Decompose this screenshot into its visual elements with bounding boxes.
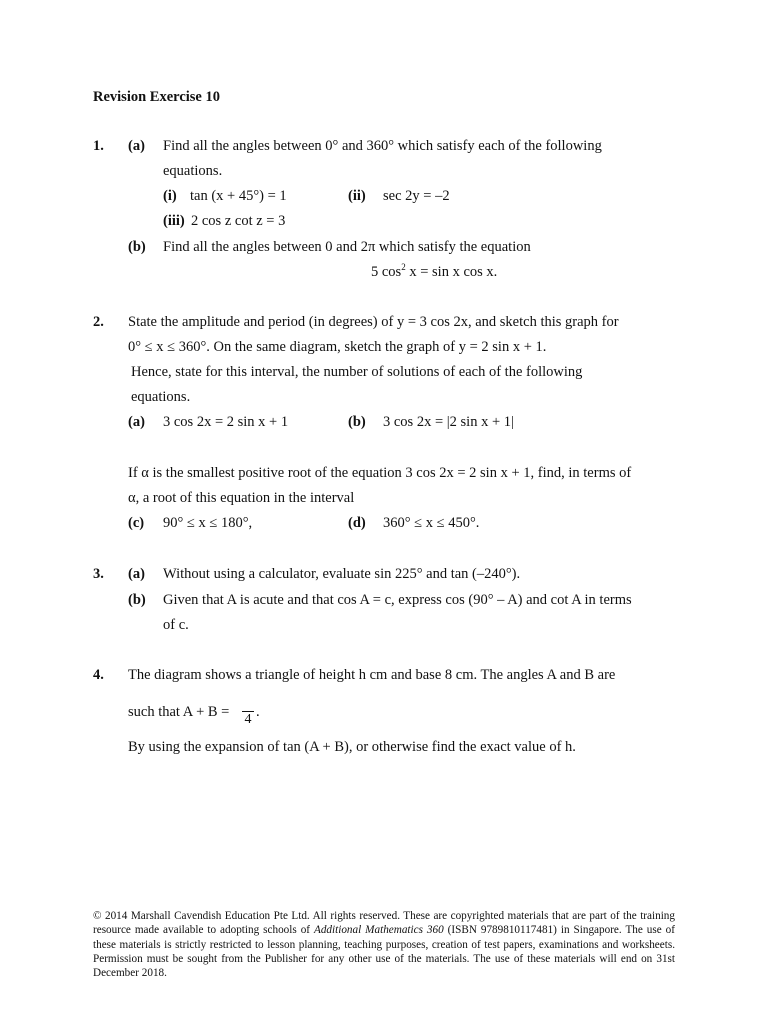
q1b-label: (b) [128, 239, 146, 255]
q3a-text: Without using a calculator, evaluate sin 225° and tan (–240°). [163, 566, 521, 582]
question-4-number: 4. [93, 667, 104, 683]
q4-text-line3: By using the expansion of tan (A + B), or otherwise find the exact value of h. [128, 739, 576, 755]
q1i-label: (i) [163, 188, 177, 204]
question-1-number: 1. [93, 138, 104, 154]
q4-text-line2: such that A + B = [128, 704, 230, 720]
footer-text-part2: (ISBN 9789810117481) in Singapore. The use of these materials is strictly restricted to lesson planning, teaching purposes, creation of test papers, examinations and worksheets. Permission must be sought from the Publisher for any other use of the materials. The use of these materials will end on 31st December 2018. [93, 924, 675, 980]
q1ii-equation: sec 2y = –2 [383, 188, 450, 204]
q1b-eq-power: 2 [401, 262, 406, 273]
q2-text-line1: State the amplitude and period (in degrees) of y = 3 cos 2x, and sketch this graph for [128, 314, 619, 330]
page-title: Revision Exercise 10 [93, 89, 220, 105]
q3a-label: (a) [128, 566, 145, 582]
q2a-label: (a) [128, 414, 145, 430]
q1b-text: Find all the angles between 0 and 2π which satisfy the equation [163, 239, 531, 255]
q1b-eq-rhs: x = sin x cos x. [405, 264, 498, 280]
q1a-label: (a) [128, 138, 145, 154]
q3b-text-line2: of c. [163, 617, 189, 633]
q2-text-line4: equations. [131, 389, 191, 405]
q1iii-label: (iii) [163, 213, 185, 229]
q2c-label: (c) [128, 515, 145, 531]
q3b-label: (b) [128, 592, 146, 608]
q2d-label: (d) [348, 515, 366, 531]
q4-fraction [239, 703, 257, 727]
q2d-interval: 360° ≤ x ≤ 450°. [383, 515, 480, 531]
question-3-number: 3. [93, 566, 104, 582]
q1i-equation: tan (x + 45°) = 1 [190, 188, 287, 204]
q2-text-line2: 0° ≤ x ≤ 360°. On the same diagram, sketch the graph of y = 2 sin x + 1. [128, 339, 547, 355]
q2b-label: (b) [348, 414, 366, 430]
q4-text-line2-end: . [256, 704, 260, 720]
q2-text-line3: Hence, state for this interval, the number of solutions of each of the following [131, 364, 583, 380]
copyright-footer [93, 909, 675, 980]
question-2-number: 2. [93, 314, 104, 330]
footer-book-title: Additional Mathematics 360 [313, 924, 444, 937]
q2-text-line6: α, a root of this equation in the interval [128, 490, 355, 506]
q4-fraction-denominator: 4 [244, 712, 252, 727]
q1iii-equation: 2 cos z cot z = 3 [191, 213, 286, 229]
footer-text-part1: © 2014 Marshall Cavendish Education Pte Ltd. All rights reserved. These are copyrighted materials that are part of the training resource made available to adopting schools of [93, 910, 675, 937]
q1b-eq-lhs: 5 cos [371, 264, 402, 280]
q2b-equation: 3 cos 2x = |2 sin x + 1| [383, 414, 514, 430]
q2-text-line5: If α is the smallest positive root of the equation 3 cos 2x = 2 sin x + 1, find, in terms of [128, 465, 632, 481]
q4-text-line1: The diagram shows a triangle of height h cm and base 8 cm. The angles A and B are [128, 667, 616, 683]
q1ii-label: (ii) [348, 188, 366, 204]
q1a-text-line1: Find all the angles between 0° and 360° which satisfy each of the following [163, 138, 602, 154]
q2a-equation: 3 cos 2x = 2 sin x + 1 [163, 414, 289, 430]
q1b-equation [371, 262, 498, 280]
q3b-text-line1: Given that A is acute and that cos A = c, express cos (90° – A) and cot A in terms [163, 592, 632, 608]
q1a-text-line2: equations. [163, 163, 223, 179]
q2c-interval: 90° ≤ x ≤ 180°, [163, 515, 253, 531]
